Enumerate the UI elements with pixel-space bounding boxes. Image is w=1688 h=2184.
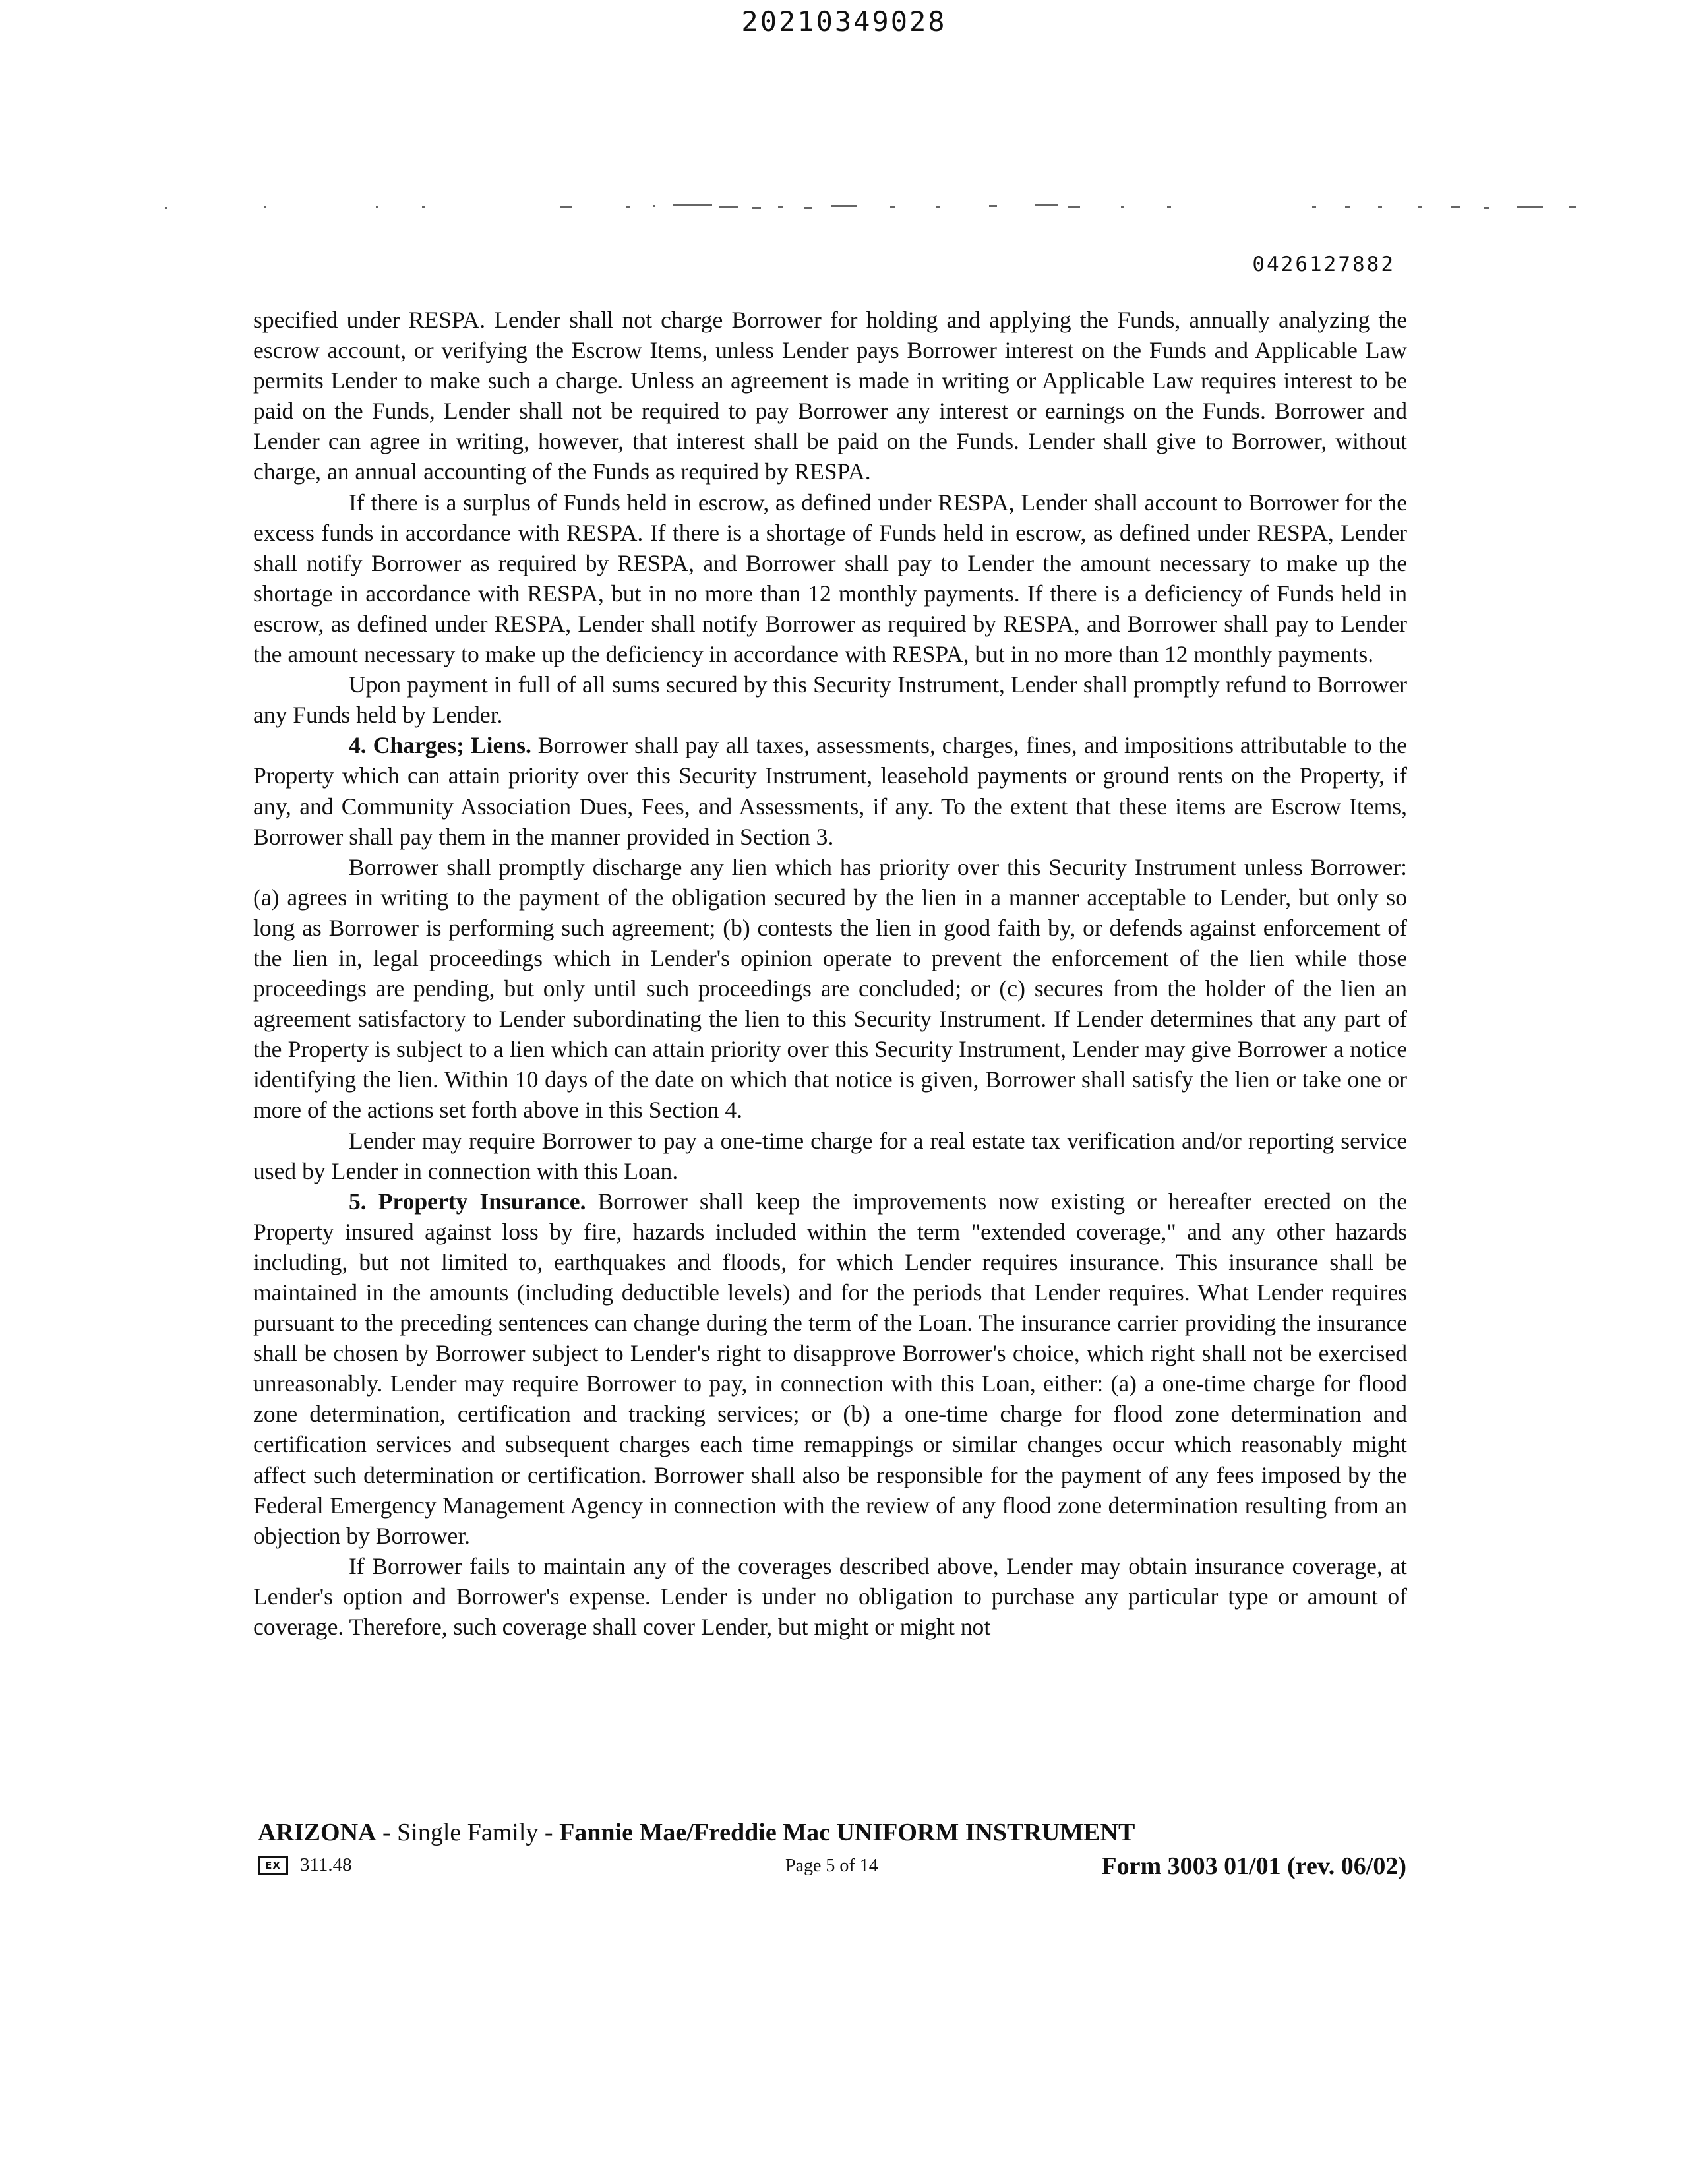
- ex-logo: EX: [258, 1856, 288, 1875]
- section-heading: 4. Charges; Liens.: [349, 732, 531, 759]
- document-body: [253, 305, 1407, 1642]
- paragraph-refund: [253, 669, 1407, 730]
- footer-state: ARIZONA: [258, 1819, 377, 1846]
- recording-number: 20210349028: [741, 5, 947, 38]
- page-indicator: Page 5 of 14: [785, 1856, 878, 1876]
- paragraph-text: If there is a surplus of Funds held in escrow, as defined under RESPA, Lender shall account to Borrower for the excess funds in accordance with RESPA. If there is a shortage of Funds held in escrow, as defined under RESPA, Lender shall notify Borrower as required by RESPA, and Borrower shall pay to Lender the amount necessary to make up the shortage in accordance with RESPA, but in no more than 12 monthly payments. If there is a deficiency of Funds held in escrow, as defined under RESPA, Lender shall notify Borrower as required by RESPA, and Borrower shall pay to Lender the amount necessary to make up the deficiency in accordance with RESPA, but in no more than 12 monthly payments.: [253, 489, 1407, 668]
- paragraph-coverage-failure: [253, 1551, 1407, 1642]
- paragraph-tax-verification: [253, 1126, 1407, 1186]
- paragraph-text: specified under RESPA. Lender shall not charge Borrower for holding and applying the Funds, annually analyzing the escrow account, or verifying the Escrow Items, unless Lender pays Borrower interest on the Funds and Applicable Law permits Lender to make such a charge. Unless an agreement is made in writing or Applicable Law requires interest to be paid on the Funds, Lender shall not be required to pay Borrower any interest or earnings on the Funds. Borrower and Lender can agree in writing, however, that interest shall be paid on the Funds. Lender shall give to Borrower, without charge, an annual accounting of the Funds as required by RESPA.: [253, 307, 1407, 485]
- section-4-charges-liens: [253, 730, 1407, 851]
- footer-family-type: Single Family: [397, 1819, 539, 1846]
- form-code-group: [258, 1854, 352, 1876]
- footer-instrument: Fannie Mae/Freddie Mac UNIFORM INSTRUMENT: [559, 1819, 1135, 1846]
- paragraph-text: Borrower shall keep the improvements now existing or hereafter erected on the Property insured against loss by fire, hazards included within the term "extended coverage," and any other hazards including, but not limited to, earthquakes and floods, for which Lender requires insurance. This insurance shall be maintained in the amounts (including deductible levels) and for the periods that Lender requires. What Lender requires pursuant to the preceding sentences can change during the term of the Loan. The insurance carrier providing the insurance shall be chosen by Borrower subject to Lender's right to disapprove Borrower's choice, which right shall not be exercised unreasonably. Lender may require Borrower to pay, in connection with this Loan, either: (a) a one-time charge for flood zone determination, certification and tracking services; or (b) a one-time charge for flood zone determination and certification services and subsequent charges each time remappings or similar changes occur which reasonably might affect such determination or certification. Borrower shall also be responsible for the payment of any fees imposed by the Federal Emergency Management Agency in connection with the review of any flood zone determination resulting from an objection by Borrower.: [253, 1188, 1407, 1549]
- section-heading: 5. Property Insurance.: [349, 1188, 586, 1215]
- paragraph-escrow-charges: [253, 305, 1407, 487]
- section-5-property-insurance: [253, 1186, 1407, 1551]
- paragraph-escrow-surplus: [253, 487, 1407, 670]
- footer-separator: -: [538, 1819, 560, 1846]
- paragraph-text: Borrower shall pay all taxes, assessments, charges, fines, and impositions attributable to the Property which can attain priority over this Security Instrument, leasehold payments or ground rents on the Property, if any, and Community Association Dues, Fees, and Assessments, if any. To the extent that these items are Escrow Items, Borrower shall pay them in the manner provided in Section 3.: [253, 732, 1407, 850]
- scan-artifact-line: [158, 199, 1582, 215]
- paragraph-text: Borrower shall promptly discharge any lien which has priority over this Security Instrument unless Borrower: (a) agrees in writing to the payment of the obligation secured by the lien in a manner acceptable to Lender, but only so long as Borrower is performing such agreement; (b) contests the lien in good faith by, or defends against enforcement of the lien in, legal proceedings which in Lender's opinion operate to prevent the enforcement of the lien while those proceedings are pending, but only until such proceedings are concluded; or (c) secures from the holder of the lien an agreement satisfactory to Lender subordinating the lien to this Security Instrument. If Lender determines that any part of the Property is subject to a lien which can attain priority over this Security Instrument, Lender may give Borrower a notice identifying the lien. Within 10 days of the date on which that notice is given, Borrower shall satisfy the lien or take one or more of the actions set forth above in this Section 4.: [253, 853, 1407, 1124]
- paragraph-text: Upon payment in full of all sums secured by this Security Instrument, Lender shall promptly refund to Borrower any Funds held by Lender.: [253, 671, 1407, 729]
- paragraph-text: Lender may require Borrower to pay a one-time charge for a real estate tax verification and/or reporting service used by Lender in connection with this Loan.: [253, 1127, 1407, 1184]
- footer-row: [258, 1852, 1406, 1883]
- footer-separator: -: [376, 1819, 398, 1846]
- loan-number: 0426127882: [1252, 253, 1395, 276]
- footer-form-title: [258, 1818, 1135, 1847]
- form-number: Form 3003 01/01 (rev. 06/02): [1101, 1852, 1406, 1880]
- form-code: 311.48: [300, 1854, 352, 1875]
- paragraph-text: If Borrower fails to maintain any of the coverages described above, Lender may obtain insurance coverage, at Lender's option and Borrower's expense. Lender is under no obligation to purchase any particular type or amount of coverage. Therefore, such coverage shall cover Lender, but might or might not: [253, 1552, 1407, 1641]
- paragraph-lien-discharge: [253, 852, 1407, 1126]
